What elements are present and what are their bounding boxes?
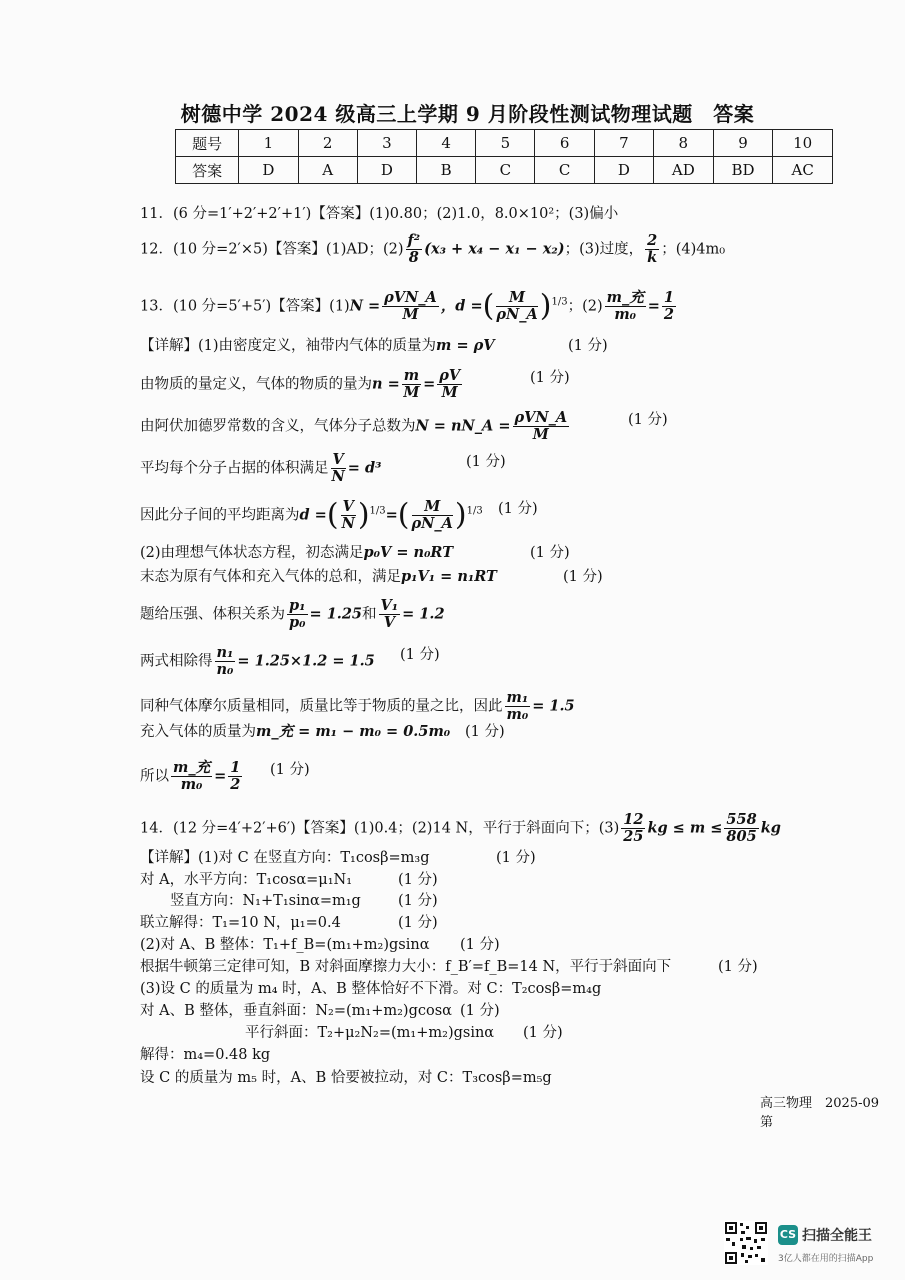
left-paren-icon: ( xyxy=(326,497,339,533)
frac-den: 2 xyxy=(230,776,241,793)
answer-table xyxy=(175,129,833,184)
detail-math: = d³ xyxy=(347,459,382,477)
q12-expr: (x₃ + x₄ − x₁ − x₂) xyxy=(424,240,565,258)
question-number: 3 xyxy=(357,130,416,157)
detail-frac xyxy=(505,690,531,723)
detail-text: (2)由理想气体状态方程，初态满足 xyxy=(140,545,364,561)
detail-text: 联立解得：T₁=10 N，μ₁=0.4 xyxy=(140,915,341,931)
right-paren-icon: ) xyxy=(539,288,552,324)
detail-text: 因此分子间的平均距离为 xyxy=(140,507,300,524)
answer-q13 xyxy=(140,290,678,323)
q13-detail-line-9 xyxy=(140,644,440,678)
question-number: 8 xyxy=(653,130,713,157)
q13-detail-line-4 xyxy=(140,451,506,485)
frac-num: V₁ xyxy=(380,597,399,614)
frac-den: p₀ xyxy=(289,614,306,631)
detail-text: 竖直方向：N₁+T₁sinα=m₁g xyxy=(170,893,361,909)
score-mark: (1 分) xyxy=(530,370,570,386)
detail-math: = 1.2 xyxy=(402,605,445,623)
q13-d-den: ρN_A xyxy=(496,306,538,323)
question-number: 4 xyxy=(416,130,475,157)
q12-frac-num: f² xyxy=(407,232,421,249)
detail-text: 所以 xyxy=(140,768,169,785)
answer-cell: A xyxy=(298,157,357,184)
q13-detail-line-11 xyxy=(140,722,505,742)
question-number: 2 xyxy=(298,130,357,157)
q13-detail-line-3 xyxy=(140,409,668,443)
detail-math: = 1.25×1.2 = 1.5 xyxy=(237,652,375,670)
q14-detail-4 xyxy=(140,913,438,933)
score-mark: (1 分) xyxy=(398,893,438,909)
q13-N-eq: N = xyxy=(349,297,381,315)
detail-text: 【详解】(1)对 C 在竖直方向：T₁cosβ=m₃g xyxy=(140,850,430,866)
detail-math: d = xyxy=(299,506,327,524)
q13-detail-line-7 xyxy=(140,567,603,587)
detail-text: 平行斜面：T₂+μ₂N₂=(m₁+m₂)gsinα xyxy=(245,1025,495,1041)
score-mark: (1 分) xyxy=(398,872,438,888)
answer-cell: B xyxy=(416,157,475,184)
scanner-app-name: 扫描全能王 xyxy=(802,1228,872,1244)
q13-d-num: M xyxy=(496,290,537,307)
answer-q12 xyxy=(140,233,725,266)
frac-den: M xyxy=(441,384,458,401)
q14-detail-11 xyxy=(140,1068,552,1088)
frac-den: 805 xyxy=(726,828,757,845)
score-mark: (1 分) xyxy=(496,850,536,866)
q13-d-frac xyxy=(496,290,537,323)
question-number: 1 xyxy=(239,130,298,157)
right-paren-icon: ) xyxy=(357,497,370,533)
detail-frac xyxy=(513,410,570,443)
frac-num: p₁ xyxy=(289,597,306,614)
q12-mid: ；(3)过度， xyxy=(564,241,644,258)
exponent: 1/3 xyxy=(466,505,483,517)
detail-math: = xyxy=(385,506,398,524)
answer-q14 xyxy=(140,812,781,845)
score-mark: (1 分) xyxy=(400,647,440,663)
frac-num: m₁ xyxy=(506,689,529,706)
frac-num: m xyxy=(403,367,420,384)
frac-num: 12 xyxy=(623,811,644,828)
q14-frac-1 xyxy=(621,812,645,845)
detail-math: p₁V₁ = n₁RT xyxy=(401,568,497,585)
detail-text: 由阿伏加德罗常数的含义，气体分子总数为 xyxy=(140,418,416,435)
detail-text: 对 A、B 整体，垂直斜面：N₂=(m₁+m₂)gcosα xyxy=(140,1003,452,1019)
frac-den: N xyxy=(331,468,345,485)
question-number: 7 xyxy=(594,130,653,157)
frac-den: m₀ xyxy=(180,776,203,793)
page-title: 树德中学 2024 级高三上学期 9 月阶段性测试物理试题 答案 xyxy=(180,102,755,126)
frac-den: M xyxy=(532,426,549,443)
detail-text: 同种气体摩尔质量相同，质量比等于物质的量之比，因此 xyxy=(140,698,503,715)
q13-r-den: m₀ xyxy=(614,306,637,323)
q12-fraction-2 xyxy=(645,233,659,266)
question-number: 6 xyxy=(535,130,594,157)
question-number: 5 xyxy=(476,130,535,157)
q13-r-frac xyxy=(605,290,646,323)
detail-math: m = ρV xyxy=(436,337,495,354)
frac-num: m_充 xyxy=(173,759,211,776)
frac-den: 25 xyxy=(623,828,644,845)
right-paren-icon: ) xyxy=(454,497,467,533)
question-number: 10 xyxy=(773,130,833,157)
detail-frac xyxy=(437,368,462,401)
q13-d-eq: ，d = xyxy=(440,297,483,315)
detail-math: = xyxy=(214,767,227,785)
q13-detail-line-2 xyxy=(140,367,570,401)
detail-text: (3)设 C 的质量为 m₄ 时，A、B 整体恰好不下滑。对 C：T₂cosβ=m₄g xyxy=(140,981,602,997)
q14-detail-8 xyxy=(140,1001,500,1021)
q12-fraction xyxy=(406,233,423,266)
frac-den: N xyxy=(341,515,355,532)
q13-detail-line-5 xyxy=(140,497,538,533)
left-paren-icon: ( xyxy=(482,288,495,324)
score-mark: (1 分) xyxy=(523,1025,563,1041)
q13-detail-line-8 xyxy=(140,598,445,631)
answer-cell: D xyxy=(594,157,653,184)
q14-unit: kg xyxy=(760,819,781,837)
score-mark: (1 分) xyxy=(718,959,758,975)
q14-detail-5 xyxy=(140,935,500,955)
frac-num: V xyxy=(342,498,354,515)
q12-prefix: 12．(10 分=2′×5)【答案】(1)AD；(2) xyxy=(140,241,404,258)
q14-detail-2 xyxy=(140,870,438,890)
detail-math: n = xyxy=(372,375,400,393)
frac-num: ρV xyxy=(439,367,461,384)
score-mark: (1 分) xyxy=(466,454,506,470)
detail-math: p₀V = n₀RT xyxy=(363,544,454,561)
frac-num: n₁ xyxy=(216,644,234,661)
q12-frac2-num: 2 xyxy=(647,232,658,249)
answer-cell: AC xyxy=(773,157,833,184)
answer-table-header-row xyxy=(176,130,833,157)
detail-frac xyxy=(228,760,242,793)
detail-frac xyxy=(412,499,453,532)
frac-num: 1 xyxy=(230,759,241,776)
table-row-label: 题号 xyxy=(176,130,239,157)
answer-cell: C xyxy=(535,157,594,184)
frac-den: n₀ xyxy=(216,661,234,678)
left-paren-icon: ( xyxy=(397,497,410,533)
detail-frac xyxy=(341,499,356,532)
q13-detail-line-10 xyxy=(140,690,575,723)
q13-exponent: 1/3 xyxy=(551,296,568,308)
detail-frac xyxy=(331,452,346,485)
score-mark: (1 分) xyxy=(465,724,505,740)
q14-head: 14．(12 分=4′+2′+6′)【答案】(1)0.4；(2)14 N，平行于斜面向下；(3) xyxy=(140,820,620,837)
q12-frac-den: 8 xyxy=(408,249,419,266)
q14-detail-10 xyxy=(140,1045,270,1065)
score-mark: (1 分) xyxy=(460,937,500,953)
detail-text: 两式相除得 xyxy=(140,653,213,670)
q13-N-frac xyxy=(382,290,439,323)
detail-text: 对 A，水平方向：T₁cosα=μ₁N₁ xyxy=(140,872,353,888)
frac-den: ρN_A xyxy=(411,515,453,532)
qr-code-icon xyxy=(724,1221,768,1265)
detail-text: 根据牛顿第三定律可知，B 对斜面摩擦力大小：f_B′=f_B=14 N，平行于斜面向下 xyxy=(140,959,672,975)
detail-math: N = nN_A = xyxy=(415,417,511,435)
detail-frac xyxy=(402,368,421,401)
detail-text: (2)对 A、B 整体：T₁+f_B=(m₁+m₂)gsinα xyxy=(140,937,430,953)
detail-math: = 1.25 xyxy=(309,605,363,623)
detail-frac xyxy=(379,598,401,631)
page-footer: 高三物理 2025-09 第 xyxy=(760,1096,893,1130)
frac-num: M xyxy=(412,499,453,516)
detail-text: 设 C 的质量为 m₅ 时，A、B 恰要被拉动，对 C：T₃cosβ=m₅g xyxy=(140,1070,552,1086)
q13-rv-num: 1 xyxy=(663,289,674,306)
q13-head: 13．(10 分=5′+5′)【答案】(1) xyxy=(140,298,350,315)
detail-text: 平均每个分子占据的体积满足 xyxy=(140,460,329,477)
answer-cell: AD xyxy=(653,157,713,184)
exponent: 1/3 xyxy=(369,505,386,517)
q13-part2: ；(2) xyxy=(567,298,603,315)
frac-den: M xyxy=(403,384,420,401)
detail-text: 由物质的量定义，气体的物质的量为 xyxy=(140,376,372,393)
detail-frac xyxy=(215,645,236,678)
q12-suffix: ；(4)4m₀ xyxy=(661,241,726,258)
detail-math: = xyxy=(423,375,436,393)
q12-frac2-den: k xyxy=(647,249,658,266)
detail-text: 末态为原有气体和充入气体的总和，满足 xyxy=(140,569,401,585)
answer-cell: D xyxy=(357,157,416,184)
frac-num: 558 xyxy=(726,811,757,828)
q14-detail-3 xyxy=(170,891,438,911)
detail-text: 解得：m₄=0.48 kg xyxy=(140,1047,271,1063)
question-number: 9 xyxy=(713,130,773,157)
q13-rv-den: 2 xyxy=(663,306,674,323)
score-mark: (1 分) xyxy=(563,569,603,585)
q14-frac-2 xyxy=(724,812,758,845)
answer-cell: C xyxy=(476,157,535,184)
scanner-tagline: 3亿人都在用的扫描App xyxy=(778,1254,874,1264)
frac-den: V xyxy=(383,614,395,631)
q13-detail-line-12 xyxy=(140,759,310,793)
q13-r-num: m_充 xyxy=(606,289,644,306)
answer-cell: D xyxy=(239,157,298,184)
detail-frac xyxy=(287,598,308,631)
detail-math: = 1.5 xyxy=(532,697,575,715)
detail-text: 题给压强、体积关系为 xyxy=(140,606,285,623)
detail-text: 和 xyxy=(362,606,377,623)
score-mark: (1 分) xyxy=(568,338,608,354)
q14-detail-7 xyxy=(140,979,601,999)
score-mark: (1 分) xyxy=(530,545,570,561)
score-mark: (1 分) xyxy=(398,915,438,931)
score-mark: (1 分) xyxy=(460,1003,500,1019)
q14-detail-6 xyxy=(140,957,758,977)
q13-detail-line-6 xyxy=(140,543,570,563)
frac-num: ρVN_A xyxy=(514,409,568,426)
frac-den: m₀ xyxy=(506,706,529,723)
q14-detail-9 xyxy=(245,1023,563,1043)
q13-N-num: ρVN_A xyxy=(384,289,437,306)
detail-text: 【详解】(1)由密度定义，袖带内气体的质量为 xyxy=(140,338,437,354)
frac-num: V xyxy=(332,451,344,468)
detail-frac xyxy=(171,760,212,793)
q13-N-den: M xyxy=(402,306,419,323)
q13-r-val xyxy=(662,290,676,323)
detail-text: 充入气体的质量为 xyxy=(140,724,256,740)
q13-detail-line-1 xyxy=(140,336,608,356)
answer-q11: 11．(6 分=1′+2′+2′+1′)【答案】(1)0.80；(2)1.0，8.0×10²；(3)偏小 xyxy=(140,206,619,222)
table-row-label: 答案 xyxy=(176,157,239,184)
score-mark: (1 分) xyxy=(498,501,538,517)
score-mark: (1 分) xyxy=(628,412,668,428)
q14-mid: kg ≤ m ≤ xyxy=(647,819,723,837)
q13-r-eq: = xyxy=(647,297,660,315)
scanner-logo-icon: CS xyxy=(778,1225,798,1245)
detail-math: m_充 = m₁ − m₀ = 0.5m₀ xyxy=(256,723,451,740)
score-mark: (1 分) xyxy=(270,762,310,778)
answer-table-answer-row xyxy=(176,157,833,184)
answer-cell: BD xyxy=(713,157,773,184)
q14-detail-1 xyxy=(140,848,536,868)
